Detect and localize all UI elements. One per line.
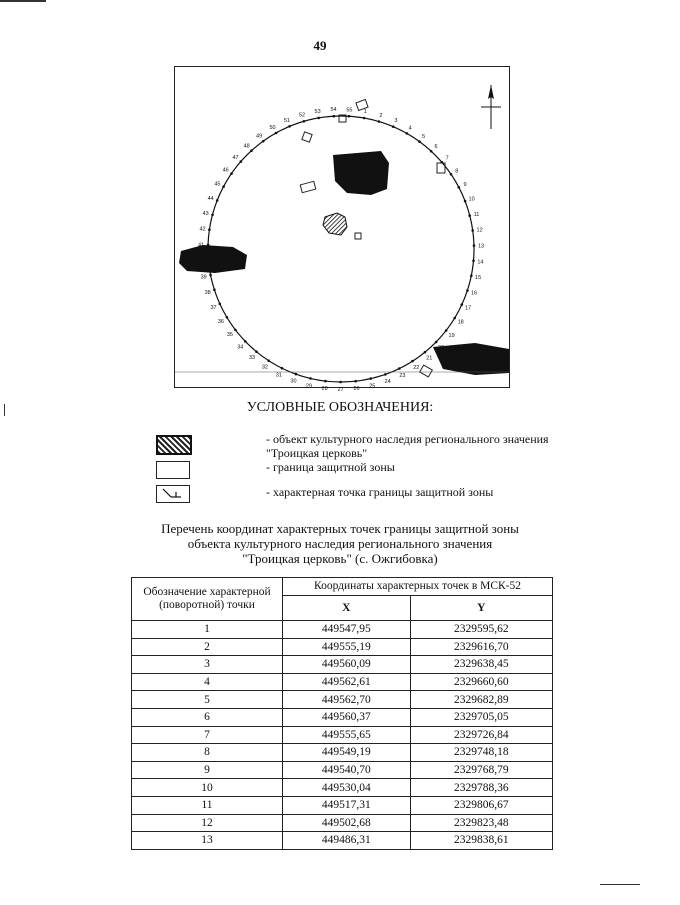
boundary-point-label: 32 xyxy=(261,364,268,371)
scan-artifact xyxy=(4,404,5,416)
boundary-point xyxy=(473,244,476,247)
boundary-point xyxy=(435,341,438,344)
boundary-point-label: 49 xyxy=(256,133,263,140)
boundary-point-label: 2 xyxy=(379,112,383,119)
boundary-point xyxy=(208,228,211,231)
boundary-point-label: 53 xyxy=(314,109,321,115)
x-coordinate-cell: 449517,31 xyxy=(283,796,411,814)
x-coordinate-cell: 449549,19 xyxy=(283,744,411,762)
boundary-point-label: 4 xyxy=(408,125,412,132)
boundary-point xyxy=(348,115,351,118)
point-number-cell: 3 xyxy=(132,656,283,674)
boundary-point-label: 11 xyxy=(473,211,480,218)
boundary-point xyxy=(392,125,395,128)
table-row xyxy=(132,638,553,656)
boundary-point xyxy=(378,120,381,123)
legend-text-point: - характерная точка границы защитной зоны xyxy=(266,485,494,499)
boundary-point-label: 21 xyxy=(426,355,433,362)
boundary-point-label: 38 xyxy=(204,289,211,296)
boundary-point-label: 40 xyxy=(198,258,205,265)
point-number-cell: 7 xyxy=(132,726,283,744)
boundary-point-label: 34 xyxy=(237,344,244,351)
boundary-point xyxy=(255,350,258,353)
boundary-point xyxy=(430,150,433,153)
table-row xyxy=(132,673,553,691)
legend-title: УСЛОВНЫЕ ОБОЗНАЧЕНИЯ: xyxy=(246,400,434,415)
boundary-point xyxy=(281,367,284,370)
x-coordinate-cell: 449530,04 xyxy=(283,779,411,797)
boundary-point-label: 27 xyxy=(337,387,344,393)
site-plan-drawing xyxy=(175,67,509,393)
building-mass-north xyxy=(333,151,389,195)
boundary-point xyxy=(219,303,222,306)
point-number-cell: 13 xyxy=(132,832,283,850)
table-row xyxy=(132,656,553,674)
x-coordinate-cell: 449560,09 xyxy=(283,656,411,674)
boundary-point-label: 23 xyxy=(399,372,406,379)
x-coordinate-cell: 449540,70 xyxy=(283,761,411,779)
boundary-point-label: 12 xyxy=(476,227,483,234)
boundary-point xyxy=(470,275,473,278)
boundary-point-label: 52 xyxy=(298,112,306,119)
point-number-cell: 11 xyxy=(132,796,283,814)
coordinates-table-body xyxy=(132,621,553,850)
table-row xyxy=(132,744,553,762)
boundary-point-label: 42 xyxy=(199,226,206,233)
boundary-point xyxy=(354,380,357,383)
boundary-point-label: 9 xyxy=(463,182,467,189)
boundary-point-label: 50 xyxy=(269,124,276,131)
boundary-point xyxy=(384,373,387,376)
boundary-point xyxy=(288,125,291,128)
boundary-point-label: 17 xyxy=(465,305,472,312)
boundary-point-label: 19 xyxy=(448,332,455,339)
legend-text-heritage: - объект культурного наследия регионального значения "Троицкая церковь" xyxy=(266,432,549,460)
boundary-point-label: 10 xyxy=(468,196,475,203)
boundary-point-label: 1 xyxy=(363,109,367,116)
col-y-header: Y xyxy=(410,596,552,621)
coordinates-heading xyxy=(0,521,680,566)
table-row xyxy=(132,691,553,709)
page-number: 49 xyxy=(313,38,327,53)
boundary-point-label: 51 xyxy=(283,117,290,124)
boundary-point xyxy=(216,199,219,202)
boundary-point xyxy=(262,140,265,143)
boundary-point-label: 29 xyxy=(305,383,312,390)
boundary-point xyxy=(324,380,327,383)
table-row xyxy=(132,708,553,726)
boundary-point xyxy=(240,160,243,163)
boundary-point xyxy=(468,214,471,217)
table-row xyxy=(132,761,553,779)
boundary-point xyxy=(453,317,456,320)
boundary-point-label: 45 xyxy=(214,181,221,188)
boundary-point-label: 41 xyxy=(198,242,205,249)
heading-line: Перечень координат характерных точек границы защитной зоны xyxy=(161,521,519,536)
boundary-point-label: 33 xyxy=(248,355,256,362)
boundary-point-label: 28 xyxy=(321,386,328,392)
boundary-point-label: 13 xyxy=(477,243,485,250)
boundary-point-label: 37 xyxy=(210,304,217,311)
col-point-header: Обозначение характерной (поворотной) точки xyxy=(132,578,283,621)
boundary-point xyxy=(333,115,336,118)
boundary-point xyxy=(339,381,342,384)
y-coordinate-cell: 2329838,61 xyxy=(410,832,552,850)
boundary-point xyxy=(244,340,247,343)
boundary-point xyxy=(461,303,464,306)
x-coordinate-cell: 449562,61 xyxy=(283,673,411,691)
x-coordinate-cell: 449562,70 xyxy=(283,691,411,709)
building-mass-southeast xyxy=(433,343,509,375)
outbuilding xyxy=(300,181,316,192)
coordinates-table xyxy=(131,577,553,850)
boundary-point xyxy=(418,140,421,143)
heading-line: "Троицкая церковь" (с. Ожгибовка) xyxy=(242,551,438,566)
boundary-point-label: 30 xyxy=(290,378,297,385)
boundary-point xyxy=(267,359,270,362)
boundary-point xyxy=(295,373,298,376)
boundary-point xyxy=(226,316,229,319)
boundary-point xyxy=(458,186,461,189)
boundary-point xyxy=(317,117,320,120)
boundary-point xyxy=(369,377,372,380)
x-coordinate-cell: 449555,19 xyxy=(283,638,411,656)
boundary-point-label: 3 xyxy=(394,118,398,125)
boundary-point xyxy=(209,274,212,277)
heading-line: объекта культурного наследия регионального значения xyxy=(187,536,493,551)
boundary-point xyxy=(466,289,469,292)
boundary-point-label: 15 xyxy=(475,275,482,282)
boundary-point xyxy=(250,149,253,152)
x-coordinate-cell: 449486,31 xyxy=(283,832,411,850)
table-row xyxy=(132,832,553,850)
y-coordinate-cell: 2329806,67 xyxy=(410,796,552,814)
hatched-area-icon xyxy=(156,435,192,455)
y-coordinate-cell: 2329595,62 xyxy=(410,621,552,639)
building-mass-west xyxy=(179,242,247,273)
y-coordinate-cell: 2329682,89 xyxy=(410,691,552,709)
boundary-points xyxy=(198,107,484,393)
y-coordinate-cell: 2329823,48 xyxy=(410,814,552,832)
boundary-point-label: 16 xyxy=(470,290,478,297)
boundary-point xyxy=(213,288,216,291)
boundary-point-label: 7 xyxy=(445,155,449,162)
boundary-point-label: 24 xyxy=(384,379,391,385)
y-coordinate-cell: 2329638,45 xyxy=(410,656,552,674)
table-row xyxy=(132,779,553,797)
boundary-point-label: 39 xyxy=(200,274,207,281)
site-plan-map xyxy=(174,66,510,393)
col-x-header: X xyxy=(283,596,411,621)
boundary-point-label: 55 xyxy=(346,107,353,114)
boundary-point xyxy=(441,161,444,164)
boundary-point-label: 25 xyxy=(369,383,376,390)
x-coordinate-cell: 449547,95 xyxy=(283,621,411,639)
boundary-point xyxy=(207,244,210,247)
boundary-point-label: 47 xyxy=(232,155,239,161)
boundary-point xyxy=(234,329,237,332)
boundary-point-label: 35 xyxy=(226,332,233,339)
boundary-point-label: 14 xyxy=(477,259,484,266)
boundary-point-label: 6 xyxy=(434,144,438,151)
x-coordinate-cell: 449502,68 xyxy=(283,814,411,832)
legend-text-boundary: - граница защитной зоны xyxy=(266,460,395,474)
boundary-point-label: 31 xyxy=(275,372,282,379)
boundary-point-label: 54 xyxy=(330,107,337,114)
point-number-cell: 5 xyxy=(132,691,283,709)
boundary-point-label: 5 xyxy=(422,134,426,140)
point-number-cell: 12 xyxy=(132,814,283,832)
boundary-point xyxy=(398,367,401,370)
point-number-cell: 2 xyxy=(132,638,283,656)
outbuilding xyxy=(355,233,361,239)
point-number-cell: 10 xyxy=(132,779,283,797)
boundary-point-label: 43 xyxy=(202,211,209,217)
outbuilding xyxy=(302,132,312,142)
scan-artifact xyxy=(600,884,640,885)
table-row xyxy=(132,621,553,639)
point-number-cell: 6 xyxy=(132,708,283,726)
boundary-point xyxy=(411,360,414,363)
x-coordinate-cell: 449555,65 xyxy=(283,726,411,744)
point-number-cell: 4 xyxy=(132,673,283,691)
y-coordinate-cell: 2329705,05 xyxy=(410,708,552,726)
boundary-point xyxy=(275,132,278,135)
boundary-point xyxy=(303,120,306,123)
boundary-point-label: 46 xyxy=(222,167,229,174)
point-number-cell: 8 xyxy=(132,744,283,762)
boundary-point xyxy=(207,259,210,262)
heritage-object-troitskaya-church xyxy=(323,213,347,235)
boundary-point xyxy=(406,132,409,135)
boundary-point-icon xyxy=(156,485,190,503)
boundary-point xyxy=(472,260,475,263)
boundary-point xyxy=(211,214,214,217)
point-number-cell: 9 xyxy=(132,761,283,779)
boundary-point xyxy=(309,377,312,380)
y-coordinate-cell: 2329726,84 xyxy=(410,726,552,744)
boundary-point-label: 18 xyxy=(457,319,464,326)
outbuilding xyxy=(420,365,433,377)
boundary-point xyxy=(424,351,427,354)
boundary-point xyxy=(363,117,366,120)
boundary-point-label: 8 xyxy=(455,168,459,175)
boundary-point xyxy=(464,200,467,203)
y-coordinate-cell: 2329748,18 xyxy=(410,744,552,762)
boundary-point-label: 48 xyxy=(243,143,250,150)
boundary-point-label: 36 xyxy=(217,318,224,325)
north-arrow-icon xyxy=(481,85,501,129)
table-row xyxy=(132,726,553,744)
col-coords-group-header: Координаты характерных точек в МСК-52 xyxy=(283,578,553,596)
boundary-point xyxy=(445,329,448,332)
x-coordinate-cell: 449560,37 xyxy=(283,708,411,726)
y-coordinate-cell: 2329616,70 xyxy=(410,638,552,656)
boundary-point-label: 22 xyxy=(413,365,420,371)
y-coordinate-cell: 2329660,60 xyxy=(410,673,552,691)
boundary-point xyxy=(230,172,233,175)
boundary-point xyxy=(222,185,225,188)
scan-artifact xyxy=(0,0,46,2)
boundary-point-label: 26 xyxy=(353,386,360,393)
y-coordinate-cell: 2329788,36 xyxy=(410,779,552,797)
table-row xyxy=(132,814,553,832)
table-row xyxy=(132,796,553,814)
boundary-point xyxy=(471,229,474,232)
y-coordinate-cell: 2329768,79 xyxy=(410,761,552,779)
boundary-point-label: 44 xyxy=(207,195,214,202)
boundary-point xyxy=(450,173,453,176)
point-number-cell: 1 xyxy=(132,621,283,639)
boundary-point-label: 20 xyxy=(438,344,445,351)
boundary-line-icon xyxy=(156,461,190,479)
